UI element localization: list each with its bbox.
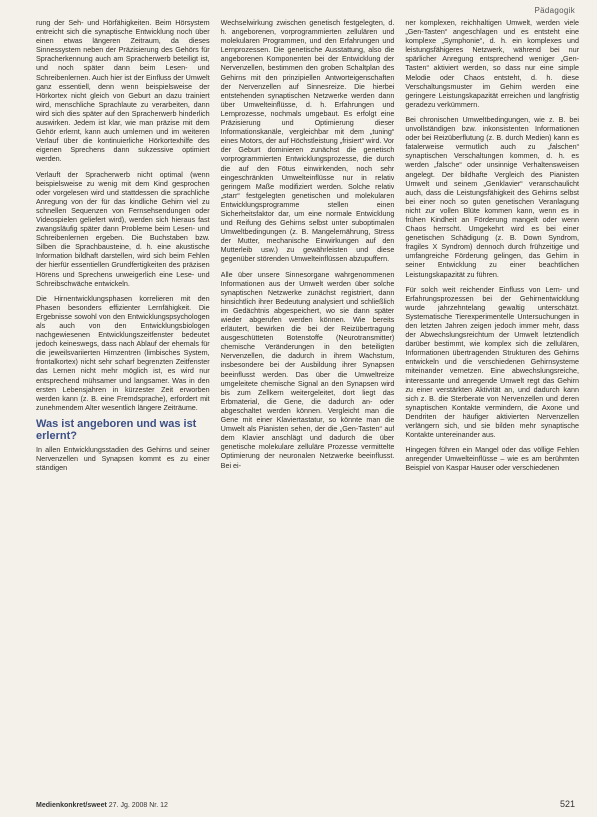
journal-name: Medienkonkret/sweet — [36, 802, 107, 809]
paragraph: rung der Seh- und Hörfähigkeiten. Beim Hörsystem entreicht sich die synaptische Entwicklung noch über einen etwas längeren Zeitraum, da dieses Sinnessystem neben der Präzisierung des Gehörs für Spracherkennung auch am Spracherwerb beteiligt ist, und noch später dann beim Lesen- und Schreibenlernen. Auch hier ist der Einfluss der Umwelt ganz essentiell, denn wenn beispielsweise der Hörkortex nicht gleich von Geburt an dazu trainiert wird, menschliche Sprachlaute zu verarbeiten, dann wird sich dies später auf den Spracherwerb hinderlich auswirken. Jedem ist klar, wie man präzise mit dem Gehör erlernt, kann auch umlernen und im weiteren Verlauf über die kontinuierliche Hörkortexhilfe des eigenen Sprechens dann sukzessive optimiert werden. — [36, 18, 210, 164]
paragraph: Alle über unsere Sinnesorgane wahrgenommenen Informationen aus der Umwelt werden über solche synaptischen Netzwerke zunächst registriert, dann hinsichtlich ihrer Bedeutung analysiert und schließlich im Gedächtnis abgespeichert, wo sie dann später wieder abgerufen werden können. Wie bereits erläutert, bewirken die bei der Reizübertragung ausgeschütteten Botenstoffe (Neurotransmitter) chemische Veränderungen in den beteiligten Nervenzellen, die dadurch in ihrem Wachstum, insbesondere bei der Ausbildung ihrer Synapsen beeinflusst werden. Das über die Umweltreize umgeleitete chemische Signal an den Synapsen wird bis zum Zellkern weitergeleitet, dort liegt das Erbmaterial, die Gene, die dadurch an- oder abgeschaltet werden können. Vergleicht man die Gene mit einer Klaviertastatur, so könnte man die Umwelt als Pianisten sehen, der die „Gen-Tasten“ auf dem Klavier anschlägt und dadurch die über genetische molekulare zelluläre Prozesse vermittelte Optimierung der neuronalen Netzwerke beeinflusst. Bei ei- — [220, 269, 395, 470]
column-2 — [221, 18, 395, 789]
paragraph: Wechselwirkung zwischen genetisch festgelegten, d. h. angeborenen, vorprogrammierten zellulären und molekularen Programmen, und den Erfahrungen und Lernprozessen. Die genetische Ausstattung, also die angeborenen Komponenten bei der Entwicklung der Nervenzellen, bestimmen den groben Schaltplan des Gehirns mit den prinzipiellen Antworteigenschaften der Nervenzellen auf Sinnesreize. Die hierbei entstehenden synaptischen Netzwerke werden dann über Umwelteinflüsse, d. h. Erfahrungen und Lernprozesse, nochmals umgebaut. Es erfolgt eine Präzisierung und Optimierung dieser Informationskanäle, vergleichbar mit dem „tuning“ eines Motors, der auf Höchstleistung „frisiert“ wird. Vor der Geburt dominieren zunächst die genetisch vorprogrammierten Entwicklungsprozesse, die durch die auf den Fötus einwirkenden, noch sehr eingeschränkten Umwelteinflüsse nur in relativ geringem Maße modifiziert werden. Solche relativ „starr“ festgelegten genetischen und molekularen Entwicklungsprogramme stellen einen Sicherheitsfaktor dar, um eine normale Entwicklung und Reifung des Gehirns selbst unter suboptimalen Umweltbedingungen (z. B. Mangelernährung, Stress der Mutter, mechanische Einwirkungen auf den Mutterleib usw.) zu gewährleisten und diese gegenüber störenden Umwelteinflüssen abzupuffern. — [220, 18, 395, 264]
column-1 — [36, 18, 210, 789]
paragraph: Hingegen führen ein Mangel oder das völlige Fehlen anregender Umwelteinflüsse – wie es am berühmten Beispiel von Kaspar Hauser oder verschiedenen — [405, 445, 579, 473]
column-3 — [405, 18, 579, 789]
section-heading: Was ist angeboren und was ist erlernt? — [36, 417, 197, 442]
paragraph: ner komplexen, reichhaltigen Umwelt, werden viele „Gen-Tasten“ angeschlagen und es entsteht eine komplexe „Symphonie“, d. h. ein komplexes und leistungsfähigeres Netzwerk, während bei nur spärlicher Anregung entsprechend weniger „Gen-Tasten“ aktiviert werden, so dass nur eine simple Melodie oder Chaos entsteht, d. h. diese Verschaltungsmuster im Gehirn werden eine geringere Leistungskapazität erreichen und langfristig geradezu verkümmern. — [405, 18, 579, 109]
issue-info: 27. Jg. 2008 Nr. 12 — [108, 802, 168, 809]
journal-info — [36, 802, 168, 809]
paragraph: In allen Entwicklungsstadien des Gehirns und seiner Nervenzellen und Synapsen kommt es zu einer ständigen — [36, 444, 210, 473]
article-body — [36, 18, 579, 789]
section-label: Pädagogik — [534, 6, 575, 15]
paragraph: Die Hirnentwicklungsphasen korrelieren mit den Phasen besonders effizienter Lernfähigkeit. Die Ergebnisse sowohl von den Entwicklungspsychologen als auch von den Entwicklungsbiologen nachgewiesenen Entwicklungszeitfenster bedeutet jedoch keineswegs, dass nach Ablauf der ehemals für die jeweilsvariierten Hirnzentren (limbisches System, frontalkortex) nicht sehr scharf begrenzten Zeitfenster das Lernen nicht mehr möglich ist, es wird nur entsprechend mühsamer und langsamer. Was in den ersten Lebensjahren in kürzester Zeit erworben werden kann (z. B. eine Fremdsprache), erfordert mit zunehmendem Alter wesentlich längere Zeiträume. — [36, 293, 210, 412]
page-footer — [36, 799, 575, 809]
page-number: 521 — [559, 799, 575, 809]
paragraph: Bei chronischen Umweltbedingungen, wie z. B. bei unvollständigen bzw. inkonsistenten Informationen oder bei Reizüberflutung (z. B. durch Medien) kann es fatalerweise vermutlich auch zu „falschen“ synaptischen Verschaltungen kommen, d. h. es werden „falsche“ oder unsinnige Verhaltensweisen angelegt. Der bildhafte Vergleich des Pianisten Umwelt und seinem „Genklavier“ veranschaulicht auch, dass die Leistungsfähigkeit des Gehirns selbst bei einer noch so guten genetischen Veranlagung nicht zur vollen Blüte kommen kann, wenn es in frühen Kindheit an Förderung mangelt oder wenn Chaos herrscht. Umgekehrt wird es bei einer genetischen Schädigung (z. B. Down Syndrom, fragiles X Syndrom) dennoch durch frühzeitige und umfangreiche Förderung gelingen, das Gehirn in seiner Entwicklung zu einer beachtlichen Leistungskapazität zu führen. — [405, 114, 579, 279]
paragraph: Für solch weit reichender Einfluss von Lern- und Erfahrungsprozessen bei der Gehirnentwicklung wurde jahrzehntelang gewaltig unterschätzt. Systematische Tierexperimentelle Untersuchungen in den letzten Jahren zeigen jedoch immer mehr, dass der Abwechslungsreichtum der Umwelt letztendlich darüber bestimmt, wie komplex sich die zellulären, Informationen übertragenden Strukturen des Gehirns entwickeln und die verschiedenen Gehirnsysteme miteinander vernetzen. Eine abwechslungsreiche, interessante und anregende Umwelt regt das Gehirn zu einer verstärkten Aktivität an, und dadurch kann sich z. B. die Sterberate von Nervenzellen und deren synaptischen Kontakte vermindern, die Axone und Dendriten der häufiger aktivierten Nervenzellen verlängern sich, und sie bilden mehr synaptische Kontakte untereinander aus. — [405, 284, 579, 440]
page-header — [534, 6, 575, 15]
paragraph: Verlauft der Spracherwerb nicht optimal (wenn beispielsweise zu wenig mit dem Kind gesprochen oder vorgelesen wird und stattdessen die sprachliche Anregung von der für das kindliche Gehirn viel zu schnellen Sequenzen von Fernsehsendungen oder Videospielen geliefert wird), werden sich hieraus fast zwangsläufig später dann Probleme beim Lesen- und Schreibenlernen ergeben. Die Buchstaben bzw. Silben die Sprachbausteine, d. h. eine akustische Information bildhaft darstellen, wird sich beim Fehlen der hierfür essentiellen Grundfertigkeiten des präzisen Hörens und Sprechens unweigerlich eine Lese- und Schreibschwäche entwickeln. — [36, 169, 210, 288]
